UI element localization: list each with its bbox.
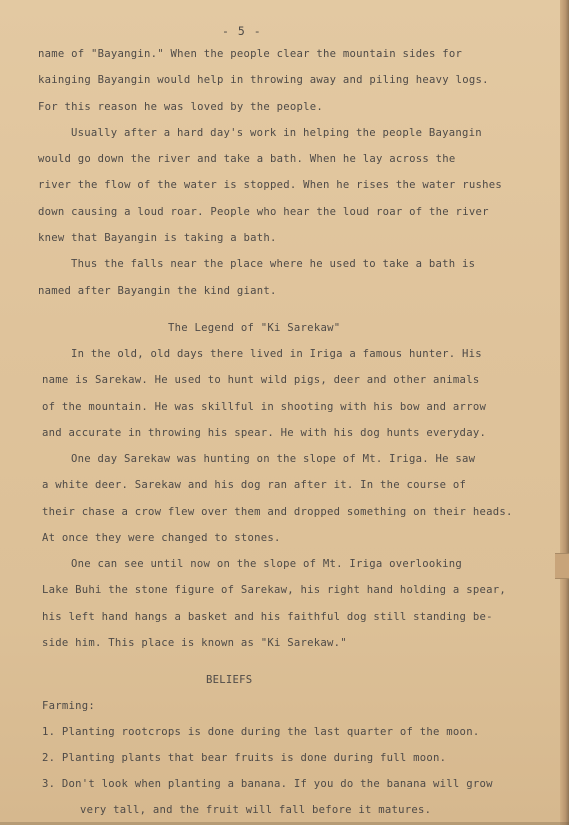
list-item: 1. Planting rootcrops is done during the last quarter of the moon.	[42, 726, 480, 738]
paragraph-line: river the flow of the water is stopped. When he rises the water rushes	[38, 179, 502, 191]
paragraph-line: In the old, old days there lived in Iriga a famous hunter. His	[71, 348, 482, 360]
paragraph-line: named after Bayangin the kind giant.	[38, 285, 277, 297]
paragraph-line: One day Sarekaw was hunting on the slope of Mt. Iriga. He saw	[71, 453, 476, 465]
paragraph-line: name is Sarekaw. He used to hunt wild pigs, deer and other animals	[42, 374, 480, 386]
paragraph-line: knew that Bayangin is taking a bath.	[38, 232, 277, 244]
paragraph-line: their chase a crow flew over them and dropped something on their heads.	[42, 506, 513, 518]
paragraph-line: Lake Buhi the stone figure of Sarekaw, his right hand holding a spear,	[42, 584, 506, 596]
beliefs-title: BELIEFS	[206, 674, 253, 686]
beliefs-subheading: Farming:	[42, 700, 96, 712]
paragraph-line: name of "Bayangin." When the people clear the mountain sides for	[38, 48, 463, 60]
paragraph-line: One can see until now on the slope of Mt. Iriga overlooking	[71, 558, 463, 570]
paragraph-line: side him. This place is known as "Ki Sarekaw."	[42, 637, 347, 649]
list-item: very tall, and the fruit will fall before it matures.	[80, 804, 432, 816]
paragraph-line: For this reason he was loved by the people.	[38, 101, 324, 113]
legend-title: The Legend of "Ki Sarekaw"	[168, 322, 341, 334]
page-edge	[560, 0, 569, 825]
paragraph-line: and accurate in throwing his spear. He with his dog hunts everyday.	[42, 427, 487, 439]
page-edge-tab	[555, 553, 569, 579]
paragraph-line: would go down the river and take a bath. When he lay across the	[38, 153, 456, 165]
paragraph-line: Thus the falls near the place where he used to take a bath is	[71, 258, 476, 270]
paragraph-line: his left hand hangs a basket and his faithful dog still standing be-	[42, 611, 493, 623]
list-item: 2. Planting plants that bear fruits is done during full moon.	[42, 752, 447, 764]
list-item: 3. Don't look when planting a banana. If you do the banana will grow	[42, 778, 493, 790]
page-number: - 5 -	[222, 24, 262, 38]
paragraph-line: At once they were changed to stones.	[42, 532, 281, 544]
paragraph-line: kainging Bayangin would help in throwing away and piling heavy logs.	[38, 74, 489, 86]
paragraph-line: down causing a loud roar. People who hear the loud roar of the river	[38, 206, 489, 218]
paragraph-line: Usually after a hard day's work in helping the people Bayangin	[71, 127, 482, 139]
paragraph-line: a white deer. Sarekaw and his dog ran after it. In the course of	[42, 479, 467, 491]
paragraph-line: of the mountain. He was skillful in shooting with his bow and arrow	[42, 401, 487, 413]
